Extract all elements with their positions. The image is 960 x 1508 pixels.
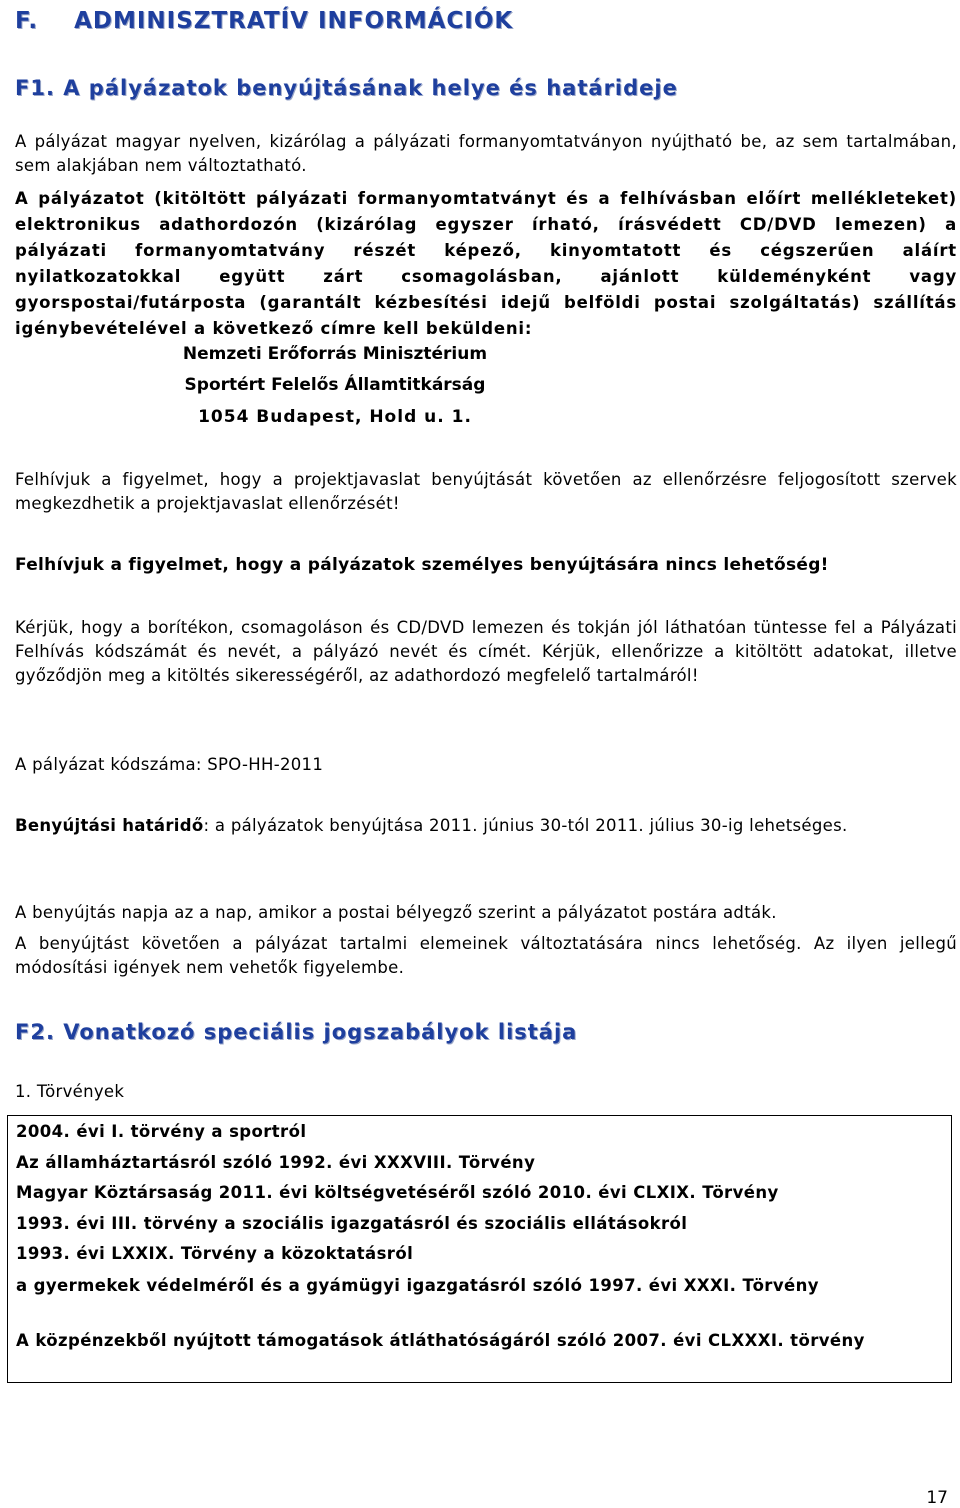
paragraph-no-personal: Felhívjuk a figyelmet, hogy a pályázatok személyes benyújtására nincs lehetőség! xyxy=(15,555,829,575)
deadline-text: : a pályázatok benyújtása 2011. június 30-tól 2011. július 30-ig lehetséges. xyxy=(203,816,848,835)
law-item: Az államháztartásról szóló 1992. évi XXXVIII. Törvény xyxy=(16,1153,536,1172)
f1-heading: F1. A pályázatok benyújtásának helye és határideje xyxy=(15,76,678,100)
laws-heading: 1. Törvények xyxy=(15,1082,125,1101)
address-line-1: Nemzeti Erőforrás Minisztérium xyxy=(182,344,488,364)
page-number: 17 xyxy=(926,1488,948,1508)
address-line-3: 1054 Budapest, Hold u. 1. xyxy=(198,407,472,427)
paragraph-control: Felhívjuk a figyelmet, hogy a projektjavaslat benyújtását követően az ellenőrzésre feljogosított szervek megkezdhetik a projektjavaslat ellenőrzését! xyxy=(15,470,957,513)
f2-heading: F2. Vonatkozó speciális jogszabályok listája xyxy=(15,1020,578,1044)
paragraph-postmark: A benyújtás napja az a nap, amikor a postai bélyegző szerint a pályázatot postára adták. xyxy=(15,903,777,922)
laws-list xyxy=(7,1115,952,1383)
paragraph-submission: A pályázatot (kitöltött pályázati formanyomtatványt és a felhívásban előírt mellékleteket) elektronikus adathordozón (kizárólag egyszer írható, írásvédett CD/DVD lemezen) a pályázati formanyomtatvány részét képező, kinyomtatott és cégszerűen aláírt nyilatkozatokkal együtt zárt csomagolásban, ajánlott küldeményként vagy gyorspostai/futárposta (garantált kézbesítési idejű belföldi postai szolgáltatás) szállítás igénybevételével a következő címre kell beküldeni: xyxy=(15,189,957,338)
address-line-2: Sportért Felelős Államtitkárság xyxy=(184,375,486,395)
law-item: A közpénzekből nyújtott támogatások átláthatóságáról szóló 2007. évi CLXXXI. törvény xyxy=(16,1331,865,1350)
paragraph-code: A pályázat kódszáma: SPO-HH-2011 xyxy=(15,755,324,774)
paragraph-no-change: A benyújtást követően a pályázat tartalmi elemeinek változtatására nincs lehetőség. Az ilyen jellegű módosítási igények nem vehetők figyelembe. xyxy=(15,934,957,977)
law-item: 1993. évi LXXIX. Törvény a közoktatásról xyxy=(16,1244,414,1263)
paragraph-labeling: Kérjük, hogy a borítékon, csomagoláson és CD/DVD lemezen és tokján jól láthatóan tüntesse fel a Pályázati Felhívás kódszámát és nevét, a pályázó nevét és címét. Kérjük, ellenőrizze a kitöltött adatokat, illetve győződjön meg a kitöltés sikerességéről, az adathordozó megfelelő tartalmáról! xyxy=(15,618,957,685)
law-item: Magyar Köztársaság 2011. évi költségvetéséről szóló 2010. évi CLXIX. Törvény xyxy=(16,1183,779,1202)
section-title: F. ADMINISZTRATÍV INFORMÁCIÓK xyxy=(15,8,514,34)
deadline-label: Benyújtási határidő xyxy=(15,816,204,835)
law-item: a gyermekek védelméről és a gyámügyi igazgatásról szóló 1997. évi XXXI. Törvény xyxy=(16,1276,819,1295)
paragraph-deadline xyxy=(15,814,957,838)
law-item: 2004. évi I. törvény a sportról xyxy=(16,1122,307,1141)
paragraph-language: A pályázat magyar nyelven, kizárólag a pályázati formanyomtatványon nyújtható be, az sem tartalmában, sem alakjában nem változtatható. xyxy=(15,132,957,175)
law-item: 1993. évi III. törvény a szociális igazgatásról és szociális ellátásokról xyxy=(16,1214,688,1233)
